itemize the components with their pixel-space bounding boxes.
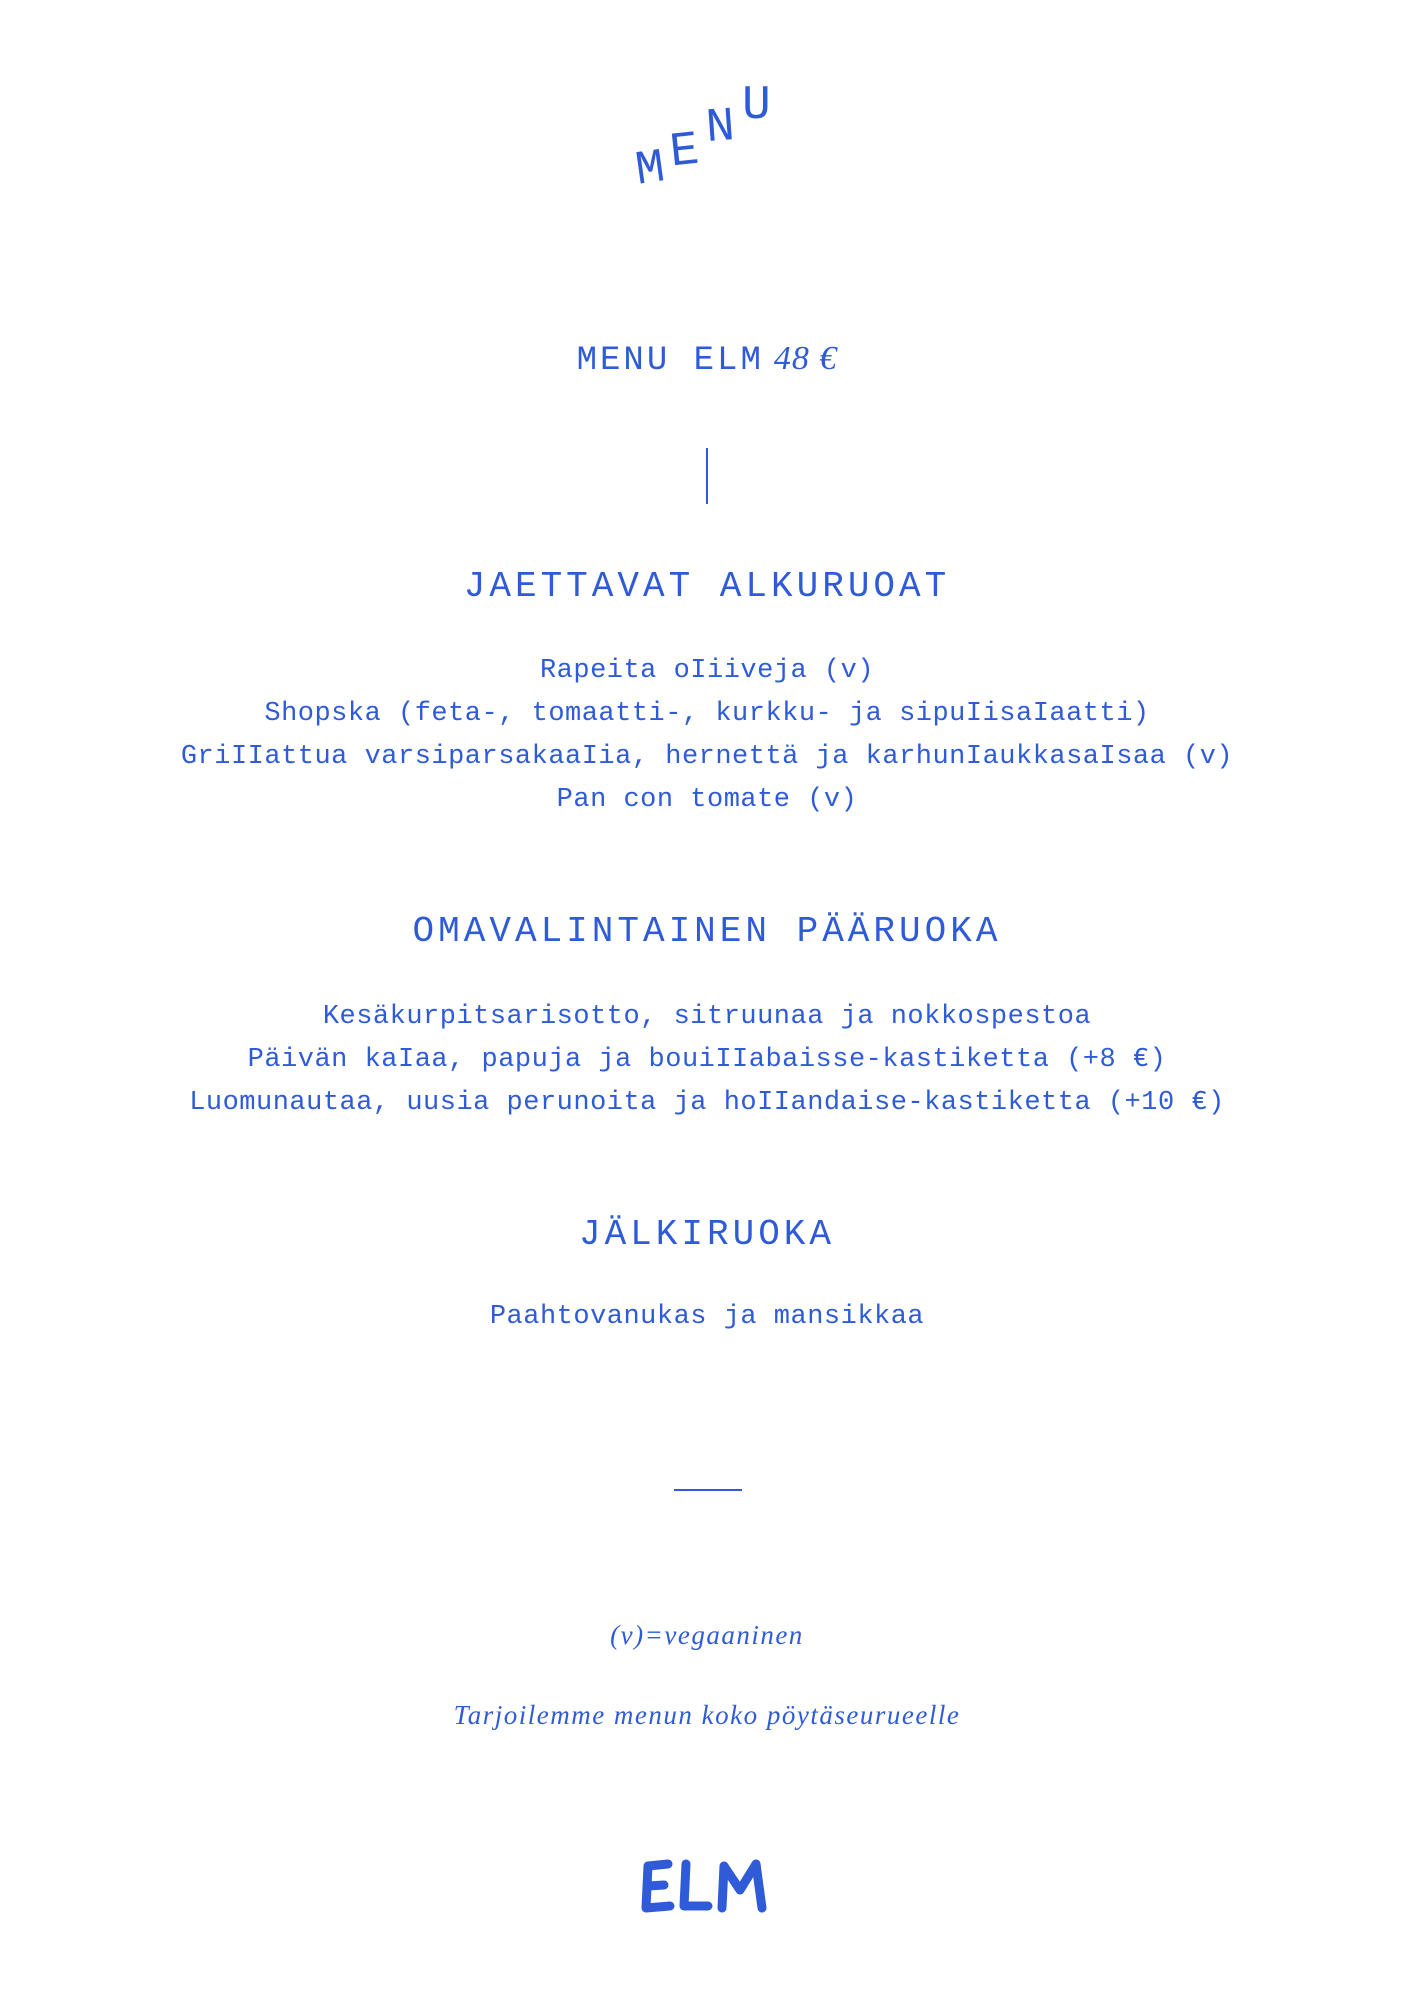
menu-heading-letter: E xyxy=(667,123,702,181)
vegan-note: (v)=vegaaninen xyxy=(610,1620,804,1650)
menu-item: Luomunautaa, uusia perunoita ja hoIIandaise-kastiketta (+10 €) xyxy=(189,1088,1225,1118)
menu-item: Päivän kaIaa, papuja ja bouiIIabaisse-kastiketta (+8 €) xyxy=(247,1045,1167,1075)
menu-item: Pan con tomate (v) xyxy=(556,785,858,815)
menu-item: Paahtovanukas ja mansikkaa xyxy=(489,1302,925,1332)
menu-heading-letter: N xyxy=(704,100,737,156)
menu-item: Kesäkurpitsarisotto, sitruunaa ja nokkospestoa xyxy=(322,1002,1092,1032)
horizontal-divider xyxy=(674,1489,742,1491)
menu-name: MENU ELM xyxy=(576,342,764,380)
menu-item: GriIIattua varsiparsakaaIia, hernettä ja karhunIaukkasaIsaa (v) xyxy=(180,742,1234,772)
menu-heading xyxy=(620,60,800,210)
menu-item: Rapeita oIiiveja (v) xyxy=(539,656,875,686)
menu-heading-letter: U xyxy=(742,79,771,133)
menu-title xyxy=(0,340,1414,380)
elm-logo xyxy=(640,1856,780,1916)
section-title-main-course: OMAVALINTAINEN PÄÄRUOKA xyxy=(412,911,1002,952)
section-title-starters: JAETTAVAT ALKURUOAT xyxy=(463,566,951,607)
vertical-divider xyxy=(706,448,708,504)
serving-note: Tarjoilemme menun koko pöytäseurueelle xyxy=(453,1700,961,1730)
menu-price: 48 € xyxy=(773,340,838,377)
menu-item: Shopska (feta-, tomaatti-, kurkku- ja sipuIisaIaatti) xyxy=(264,699,1150,729)
menu-heading-letter: M xyxy=(632,141,669,199)
section-title-dessert: JÄLKIRUOKA xyxy=(578,1214,836,1255)
